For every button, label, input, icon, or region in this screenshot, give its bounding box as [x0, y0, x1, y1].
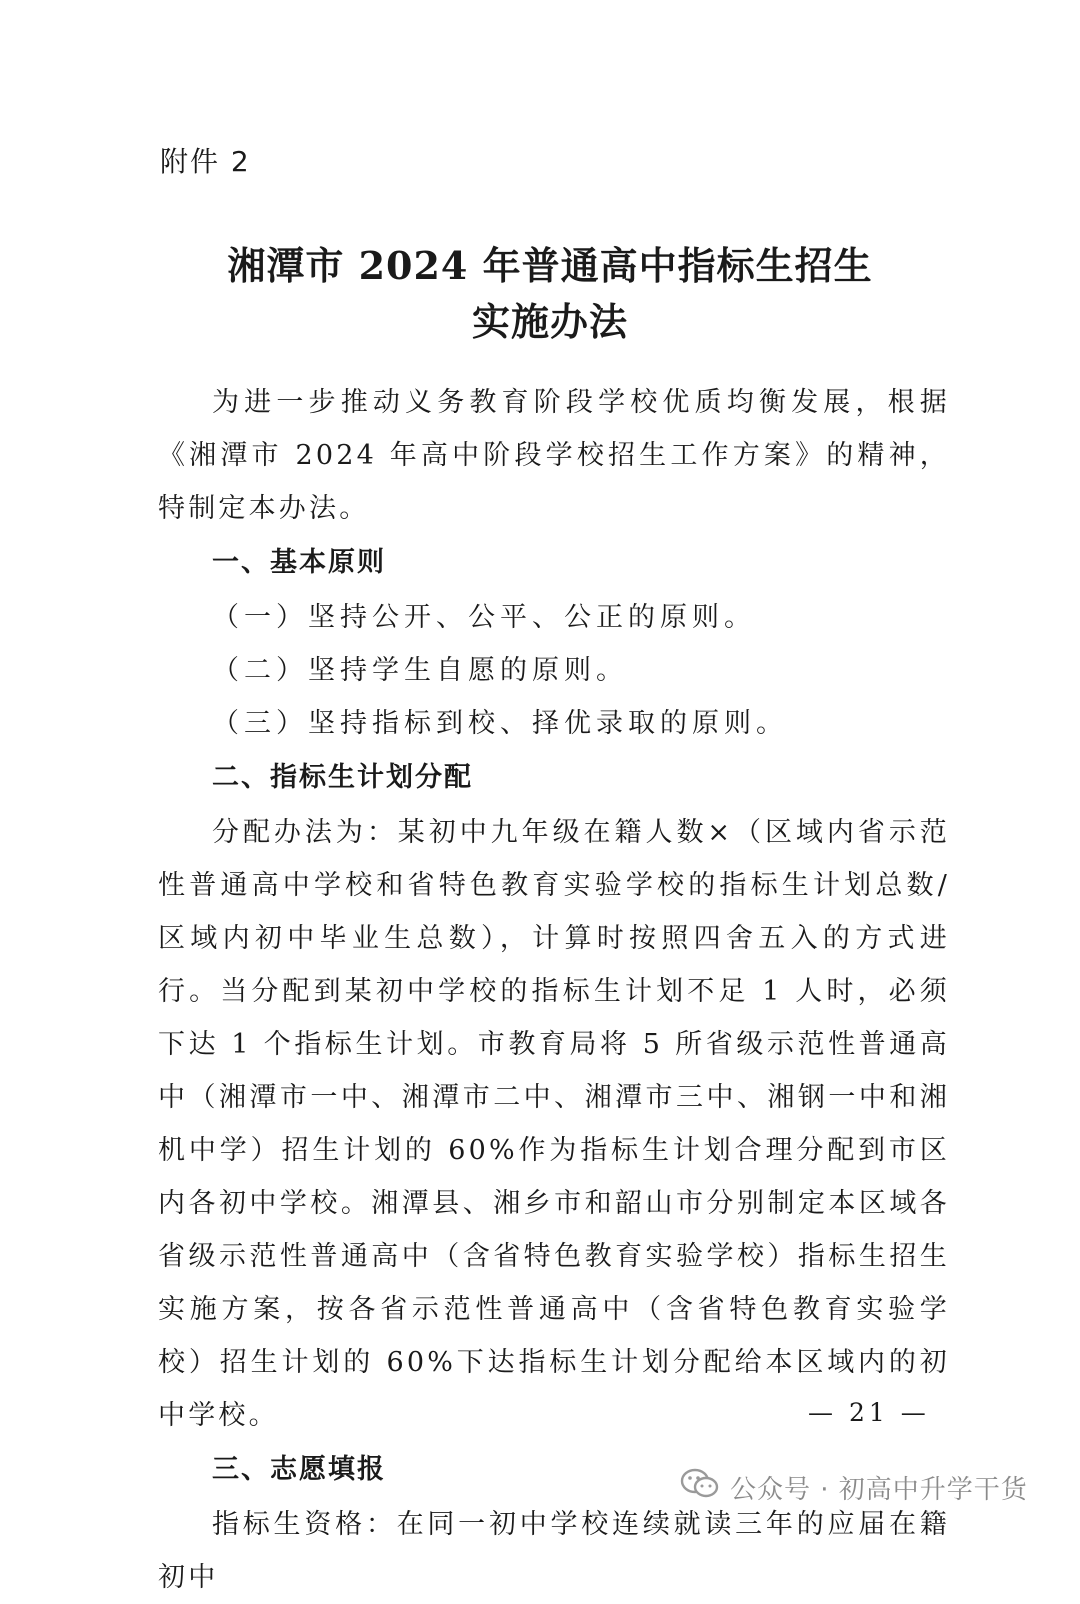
section-heading-principles: 一、基本原则	[212, 547, 386, 578]
principle-item-2: （二）坚持学生自愿的原则。	[212, 655, 628, 686]
allocation-paragraph: 分配办法为：某初中九年级在籍人数×（区域内省示范性普通高中学校和省特色教育实验学校的指标生计划总数/区域内初中毕业生总数），计算时按照四舍五入的方式进行。当分配到某初中学校的指标生计划不足 1 人时，必须下达 1 个指标生计划。市教育局将 5 所省级示范性普通高中（湘潭市一中、湘潭市二中、湘潭市三中、湘钢一中和湘机中学）招生计划的 60%作为指标生计划合理分配到市区内各初中学校。湘潭县、湘乡市和韶山市分别制定本区域各省级示范性普通高中（含省特色教育实验学校）指标生招生实施方案，按各省示范性普通高中（含省特色教育实验学校）招生计划的 60%下达指标生计划分配给本区域内的初中学校。	[158, 817, 950, 1431]
watermark-text: 公众号 · 初高中升学干货	[730, 1474, 1028, 1505]
section-heading-application: 三、志愿填报	[212, 1454, 386, 1485]
principle-item-3: （三）坚持指标到校、择优录取的原则。	[212, 708, 788, 739]
attachment-label: 附件 2	[160, 145, 251, 178]
intro-paragraph: 为进一步推动义务教育阶段学校优质均衡发展，根据《湘潭市 2024 年高中阶段学校招生工作方案》的精神，特制定本办法。	[158, 387, 950, 524]
title-line-2: 实施办法	[471, 299, 628, 344]
page-number: — 21 —	[808, 1398, 930, 1427]
section-heading-allocation: 二、指标生计划分配	[212, 762, 473, 793]
principle-item-1: （一）坚持公开、公平、公正的原则。	[212, 602, 756, 633]
wechat-watermark	[680, 1462, 1028, 1512]
application-paragraph: 指标生资格：在同一初中学校连续就读三年的应届在籍初中	[158, 1509, 950, 1593]
title-line-1: 湘潭市 2024 年普通高中指标生招生	[227, 243, 873, 288]
wechat-icon	[680, 1467, 730, 1508]
document-title	[0, 238, 1080, 350]
